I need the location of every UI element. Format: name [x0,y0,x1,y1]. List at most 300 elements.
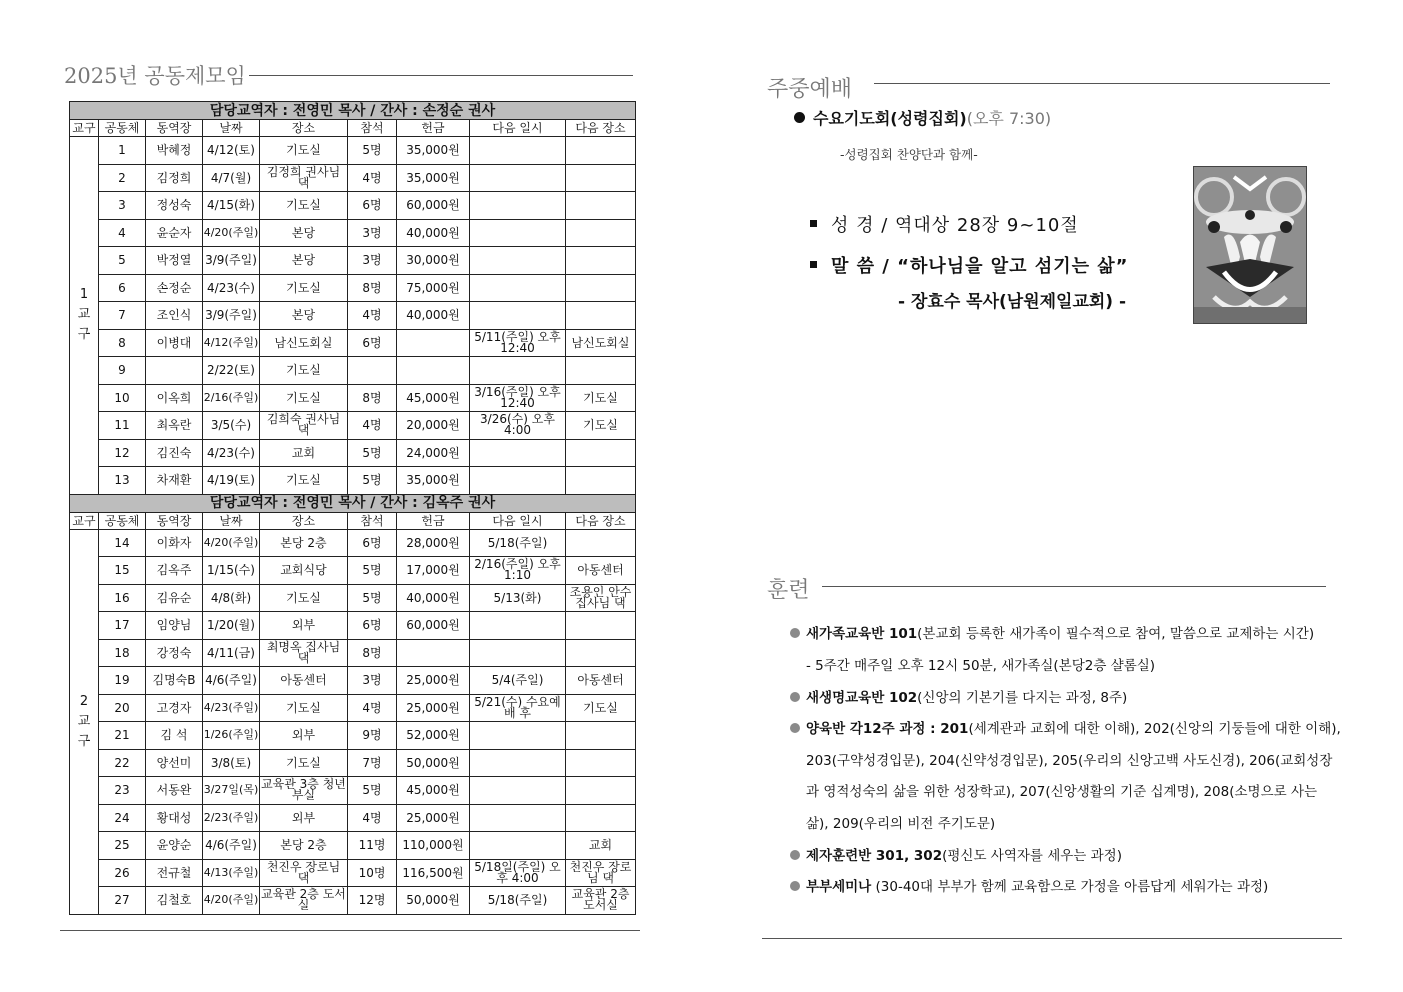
cell-nplace [566,887,636,915]
cell-leader: 이옥희 [146,384,203,412]
cell-date: 3/5(수) [203,412,260,440]
training-item-desc: (본교회 등록한 새가족이 필수적으로 참여, 말씀으로 교제하는 시간) [917,626,1315,642]
cell-text: 김정희 권사님 댁 [266,164,341,190]
cell-date: 4/12(주일) [203,329,260,357]
cell-off: 50,000원 [397,887,470,915]
cell-no: 22 [99,749,146,777]
cell-text: 교육관 2층 도서실 [261,887,346,913]
cell-off: 60,000원 [397,192,470,220]
cell-att: 4명 [348,302,397,330]
cell-att: 8명 [348,274,397,302]
cell-date: 1/15(수) [203,557,260,585]
cell-nplace [566,274,636,302]
cell-leader: 양선미 [146,749,203,777]
cell-nplace [566,192,636,220]
cell-text: 교육관 3층 청년부실 [261,777,346,803]
right-bottom-rule [762,938,1342,939]
cell-place: 본당 [260,302,348,330]
gray-bullet-icon [790,692,800,702]
cell-nplace: 기도실 [566,384,636,412]
column-header: 동역장 [146,120,203,137]
cell-place: 기도실 [260,137,348,165]
cell-att: 7명 [348,749,397,777]
bullet-dot-icon [794,112,805,123]
cell-text: 김희숙 권사님 댁 [266,412,341,438]
cell-nplace [566,749,636,777]
cell-place [260,164,348,192]
cell-next [470,219,566,247]
cell-nplace [566,247,636,275]
cell-att: 12명 [348,887,397,915]
cell-leader: 박혜정 [146,137,203,165]
cell-no: 26 [99,859,146,887]
table-row [70,529,636,557]
table-row [70,832,636,860]
cell-next [470,439,566,467]
cell-next: 5/18(주일) [470,529,566,557]
training-item-desc: (30-40대 부부가 함께 교육함으로 가정을 아름답게 세워가는 과정) [871,879,1269,895]
cell-leader: 고경자 [146,694,203,722]
cell-nplace [566,164,636,192]
training-item-desc: (신앙의 기본기를 다지는 과정, 8주) [917,690,1128,706]
cell-leader: 김진숙 [146,439,203,467]
cell-leader: 강정숙 [146,639,203,667]
table-row [70,384,636,412]
cell-off: 50,000원 [397,749,470,777]
column-header: 교구 [70,512,99,529]
cell-no: 23 [99,777,146,805]
table-row [70,557,636,585]
gray-bullet-icon [790,881,800,891]
cell-no: 21 [99,722,146,750]
cell-text: 천진우 장로님 댁 [266,859,341,885]
training-item-name: 새생명교육반 102 [806,690,918,706]
cell-text: 조용인 안수집사님 댁 [569,584,632,610]
cell-leader: 최옥란 [146,412,203,440]
cell-att: 4명 [348,694,397,722]
cell-leader: 김옥주 [146,557,203,585]
training-item-desc: (평신도 사역자를 세우는 과정) [942,848,1122,864]
gray-bullet-icon [790,628,800,638]
cell-att: 3명 [348,247,397,275]
cell-place: 외부 [260,722,348,750]
sermon-text: 말 씀 / “하나님을 알고 섬기는 삶” [831,256,1129,277]
cell-text: 교육관 2층 도서실 [571,887,630,913]
table-row [70,612,636,640]
cell-text: 5/21(수) 수요예배 후 [474,694,561,720]
cell-text: 2/16(주일) 오후 1:10 [474,557,561,583]
table-row [70,694,636,722]
cell-no: 4 [99,219,146,247]
cell-att: 10명 [348,859,397,887]
cell-next [470,749,566,777]
cell-next [470,612,566,640]
cell-off [397,357,470,385]
cell-att: 5명 [348,137,397,165]
cell-no: 27 [99,887,146,915]
cell-no: 18 [99,639,146,667]
column-header: 장소 [260,512,348,529]
cell-place: 기도실 [260,274,348,302]
cell-off: 30,000원 [397,247,470,275]
cell-nplace: 기도실 [566,412,636,440]
cell-att: 6명 [348,192,397,220]
cell-no: 20 [99,694,146,722]
cell-next [470,859,566,887]
gathering-table [69,101,635,915]
column-header: 다음 일시 [470,120,566,137]
cell-place: 남신도회실 [260,329,348,357]
cell-nplace [566,219,636,247]
training-item-desc: 203(구약성경입문), 204(신약성경입문), 205(우리의 신앙고백 사도신경), 206(교회성장 [806,753,1333,769]
table-row [70,722,636,750]
cell-next [470,137,566,165]
cell-date: 4/6(주일) [203,667,260,695]
training-item-desc: 삶), 209(우리의 비전 주기도문) [806,816,996,832]
cell-leader: 전규철 [146,859,203,887]
cell-next [470,804,566,832]
sermon-line [810,252,1129,278]
table-row [70,467,636,495]
cell-place [260,887,348,915]
cell-nplace: 교회 [566,832,636,860]
cell-date: 2/23(주일) [203,804,260,832]
cell-date: 1/20(월) [203,612,260,640]
training-item-desc: (세계관과 교회에 대한 이해), 202(신앙의 기둥들에 대한 이해), [968,721,1341,737]
table-row [70,584,636,612]
cell-nplace [566,777,636,805]
table-row [70,439,636,467]
cell-off: 28,000원 [397,529,470,557]
cell-date: 3/9(주일) [203,247,260,275]
cell-date: 4/11(금) [203,639,260,667]
cell-place [260,412,348,440]
column-header: 공동체 [99,512,146,529]
cell-date: 3/9(주일) [203,302,260,330]
cell-place: 교회식당 [260,557,348,585]
cell-off: 25,000원 [397,667,470,695]
cell-off: 40,000원 [397,219,470,247]
cell-place: 외부 [260,612,348,640]
cell-date: 2/16(주일) [203,384,260,412]
cell-no: 16 [99,584,146,612]
cell-place: 기도실 [260,749,348,777]
cell-no: 8 [99,329,146,357]
training-item [790,875,1268,895]
district-label [70,137,99,495]
column-header: 다음 일시 [470,512,566,529]
cell-next: 5/13(화) [470,584,566,612]
table-row [70,357,636,385]
training-item [790,844,1122,864]
cell-next [470,329,566,357]
cell-place: 기도실 [260,357,348,385]
cell-att: 4명 [348,804,397,832]
cell-no: 25 [99,832,146,860]
cell-off: 35,000원 [397,467,470,495]
cell-leader: 김명숙B [146,667,203,695]
table-row [70,219,636,247]
training-item [790,622,1314,642]
cell-nplace [566,639,636,667]
cell-place: 아동센터 [260,667,348,695]
cell-no: 19 [99,667,146,695]
cell-nplace [566,859,636,887]
cell-date: 4/20(주일) [203,529,260,557]
cell-leader: 윤양순 [146,832,203,860]
cell-next [470,274,566,302]
cell-no: 9 [99,357,146,385]
cell-att [348,357,397,385]
cell-date: 1/26(주일) [203,722,260,750]
cell-next [470,247,566,275]
district-band: 담당교역자 : 전영민 목사 / 간사 : 김옥주 권사 [70,494,636,512]
cell-place: 본당 [260,219,348,247]
training-item [806,780,1317,800]
cell-leader: 김정희 [146,164,203,192]
cell-leader: 윤순자 [146,219,203,247]
cell-date: 3/8(토) [203,749,260,777]
cell-next [470,557,566,585]
cell-text: 천진우 장로님 댁 [569,859,632,885]
cell-nplace [566,467,636,495]
cell-off: 20,000원 [397,412,470,440]
cell-off: 17,000원 [397,557,470,585]
cell-date: 4/23(주일) [203,694,260,722]
gathering-title-rule [249,75,633,76]
column-header: 교구 [70,120,99,137]
district-band: 담당교역자 : 전영민 목사 / 간사 : 손정순 권사 [70,102,636,120]
cell-place: 기도실 [260,584,348,612]
cell-no: 2 [99,164,146,192]
training-item [790,686,1127,706]
cell-att: 5명 [348,777,397,805]
column-header: 날짜 [203,512,260,529]
cell-off [397,329,470,357]
cell-leader: 이화자 [146,529,203,557]
cell-no: 11 [99,412,146,440]
cell-nplace: 기도실 [566,694,636,722]
cell-nplace [566,584,636,612]
cell-nplace [566,612,636,640]
cell-next [470,164,566,192]
cell-att: 3명 [348,219,397,247]
column-header: 다음 장소 [566,512,636,529]
service-name: 수요기도회(성령집회) [813,109,967,128]
cell-off: 35,000원 [397,164,470,192]
table-row [70,137,636,165]
training-title-rule [822,586,1326,587]
cell-no: 24 [99,804,146,832]
cell-att: 6명 [348,329,397,357]
table-row [70,859,636,887]
worship-title: 주중예배 [767,77,853,102]
training-item [806,654,1155,674]
cell-leader: 정성숙 [146,192,203,220]
cell-next [470,777,566,805]
training-item-desc: - 5주간 매주일 오후 12시 50분, 새가족실(본당2층 샬롬실) [806,658,1156,674]
cell-att: 5명 [348,467,397,495]
cell-text: 최명옥 집사님 댁 [266,639,341,665]
cell-place [260,859,348,887]
cell-place: 기도실 [260,467,348,495]
cell-place: 기도실 [260,694,348,722]
cell-place: 기도실 [260,384,348,412]
cell-date: 4/23(수) [203,439,260,467]
cell-att: 5명 [348,557,397,585]
cell-date: 4/8(화) [203,584,260,612]
cell-next [470,192,566,220]
cell-att: 9명 [348,722,397,750]
cell-nplace [566,804,636,832]
cell-leader: 서동완 [146,777,203,805]
training-item-name: 제자훈련반 301, 302 [806,848,943,864]
cell-nplace [566,439,636,467]
cell-nplace: 남신도회실 [566,329,636,357]
cell-leader: 이병대 [146,329,203,357]
cell-nplace [566,357,636,385]
cell-off: 45,000원 [397,777,470,805]
cell-leader: 김 석 [146,722,203,750]
cell-leader: 조인식 [146,302,203,330]
cell-off [397,639,470,667]
square-bullet-icon [810,261,817,268]
cell-next [470,467,566,495]
cell-no: 10 [99,384,146,412]
preacher-text: - 장효수 목사(남원제일교회) - [898,292,1127,312]
cell-att: 6명 [348,529,397,557]
table-row [70,247,636,275]
cell-off: 35,000원 [397,137,470,165]
service-note: -성령집회 찬양단과 함께- [840,147,978,162]
cell-date: 4/23(수) [203,274,260,302]
cell-text: 3/16(주일) 오후 12:40 [474,384,561,410]
cell-date: 4/20(주일) [203,219,260,247]
cell-text: 5/18일(주일) 오후 4:00 [474,859,561,885]
cell-next: 5/4(주일) [470,667,566,695]
cell-off: 116,500원 [397,859,470,887]
column-header: 헌금 [397,120,470,137]
cell-leader: 차재환 [146,467,203,495]
gray-bullet-icon [790,850,800,860]
column-header: 다음 장소 [566,120,636,137]
cell-att: 8명 [348,639,397,667]
cell-place [260,777,348,805]
training-item [806,812,995,832]
cell-no: 1 [99,137,146,165]
cell-text: 3/26(수) 오후 4:00 [480,412,555,438]
cell-no: 17 [99,612,146,640]
service-time: (오후 7:30) [966,109,1052,128]
cell-no: 14 [99,529,146,557]
cell-date: 4/20(주일) [203,887,260,915]
column-header: 헌금 [397,512,470,529]
cell-off: 25,000원 [397,694,470,722]
cell-date: 4/6(주일) [203,832,260,860]
cell-no: 15 [99,557,146,585]
gray-bullet-icon [790,723,800,733]
cell-next: 5/18(주일) [470,887,566,915]
cell-no: 6 [99,274,146,302]
cell-date: 2/22(토) [203,357,260,385]
cell-att: 8명 [348,384,397,412]
cell-off: 25,000원 [397,804,470,832]
training-item [806,749,1332,769]
cell-place: 본당 [260,247,348,275]
gathering-title: 2025년 공동제모임 [64,64,246,88]
cell-nplace [566,137,636,165]
cell-next [470,412,566,440]
cell-leader [146,357,203,385]
cell-date: 4/13(주일) [203,859,260,887]
cell-leader: 황대성 [146,804,203,832]
cell-no: 5 [99,247,146,275]
cell-nplace: 아동센터 [566,667,636,695]
worship-illustration [1193,166,1307,324]
cell-att: 11명 [348,832,397,860]
district-label [70,529,99,914]
cell-off: 45,000원 [397,384,470,412]
column-header: 공동체 [99,120,146,137]
cell-place: 본당 2층 [260,832,348,860]
cell-place: 기도실 [260,192,348,220]
cell-off: 75,000원 [397,274,470,302]
cell-leader: 손정순 [146,274,203,302]
worship-title-rule [874,83,1330,84]
training-item-desc: 과 영적성숙의 삶을 위한 성장학교), 207(신앙생활의 기준 십계명), 208(소명으로 사는 [806,784,1318,800]
square-bullet-icon [810,220,817,227]
cell-leader: 김철호 [146,887,203,915]
cell-nplace [566,302,636,330]
cell-next [470,302,566,330]
column-header: 동역장 [146,512,203,529]
cell-date: 4/19(토) [203,467,260,495]
cell-text: 5/11(주일) 오후 12:40 [474,329,561,355]
table-row [70,887,636,915]
table-row [70,412,636,440]
cell-next [470,639,566,667]
cell-place: 본당 2층 [260,529,348,557]
cell-leader: 박정열 [146,247,203,275]
cell-off: 60,000원 [397,612,470,640]
cell-nplace [566,529,636,557]
table-row [70,192,636,220]
column-header: 참석 [348,120,397,137]
cell-no: 7 [99,302,146,330]
table-row [70,639,636,667]
cell-no: 12 [99,439,146,467]
cell-off: 110,000원 [397,832,470,860]
cell-next [470,832,566,860]
table-row [70,302,636,330]
table-row [70,777,636,805]
cell-place [260,639,348,667]
column-header: 참석 [348,512,397,529]
cell-next [470,694,566,722]
training-item-name: 부부세미나 [806,879,872,895]
cell-off: 24,000원 [397,439,470,467]
training-item [790,717,1341,737]
column-header: 장소 [260,120,348,137]
cell-att: 5명 [348,439,397,467]
table-row [70,749,636,777]
service-line [794,106,1051,129]
cell-att: 5명 [348,584,397,612]
table-row [70,274,636,302]
training-item-name: 새가족교육반 101 [806,626,918,642]
cell-off: 40,000원 [397,302,470,330]
training-item-name: 양육반 각12주 과정 : 201 [806,721,969,737]
